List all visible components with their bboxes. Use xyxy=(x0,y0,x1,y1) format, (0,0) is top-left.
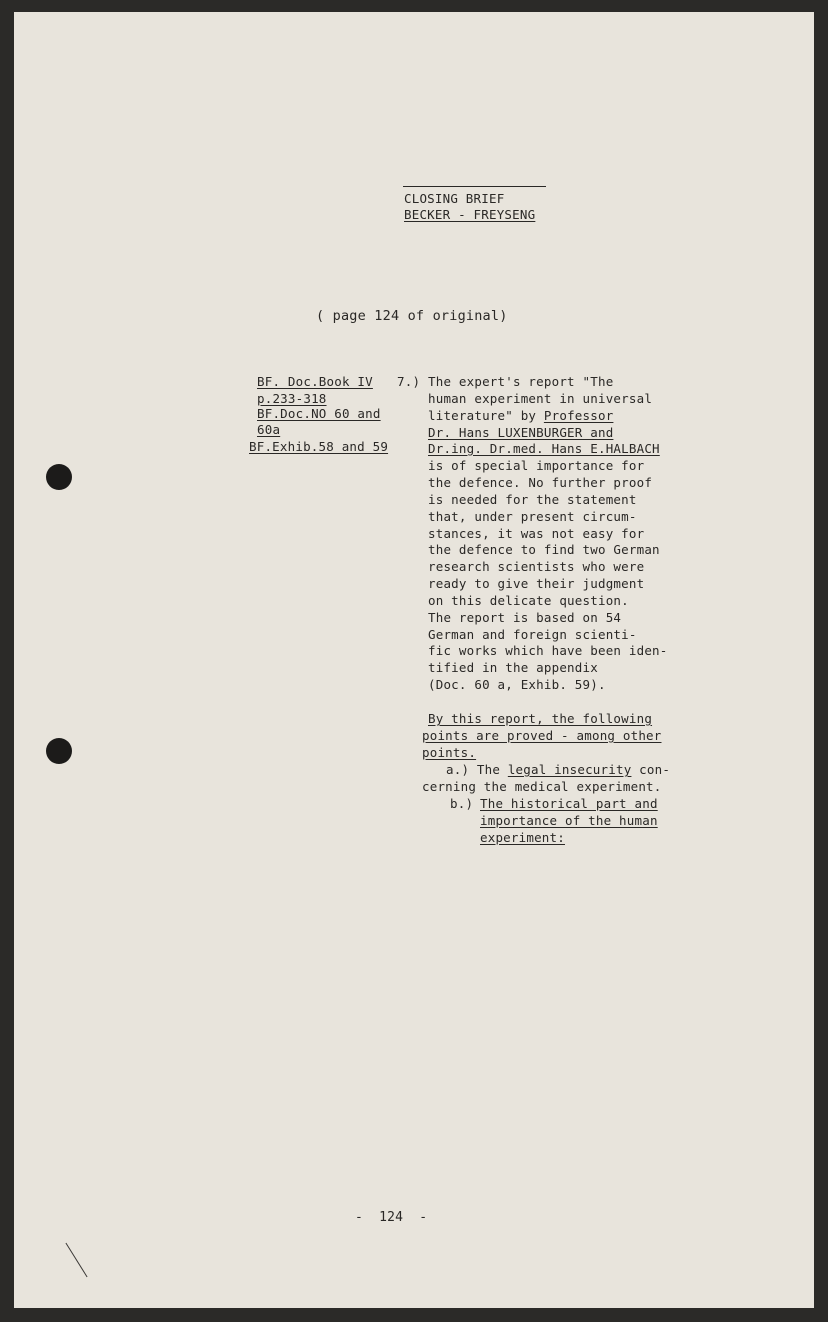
original-page-reference: ( page 124 of original) xyxy=(316,308,508,324)
body-line: research scientists who were xyxy=(428,559,645,574)
body-line: (Doc. 60 a, Exhib. 59). xyxy=(428,677,606,692)
point-a-text-start: The xyxy=(476,762,508,777)
point-b-line: The historical part and xyxy=(480,796,658,811)
point-b-label: b.) xyxy=(450,796,474,811)
body-line: human experiment in universal xyxy=(428,391,653,406)
point-a-text-end: con- xyxy=(631,762,671,777)
body-line: that, under present circum- xyxy=(428,509,637,524)
body-line-author-2: Dr.ing. Dr.med. Hans E.HALBACH xyxy=(428,441,660,456)
body-line: fic works which have been iden- xyxy=(428,643,668,658)
points-intro-line: By this report, the following xyxy=(428,711,653,726)
reference-doc-book: BF. Doc.Book IV xyxy=(257,374,373,389)
punch-hole-top xyxy=(46,464,72,490)
point-a-continuation: cerning the medical experiment. xyxy=(422,779,662,794)
closing-brief-title: CLOSING BRIEF xyxy=(404,191,505,206)
point-a-label: a.) xyxy=(446,762,470,777)
body-line: ready to give their judgment xyxy=(428,576,645,591)
reference-exhibits: BF.Exhib.58 and 59 xyxy=(249,439,389,454)
body-line: on this delicate question. xyxy=(428,593,629,608)
point-a-legal-insecurity: legal insecurity xyxy=(507,762,632,777)
body-line: German and foreign scienti- xyxy=(428,627,637,642)
body-line: is of special importance for xyxy=(428,458,645,473)
body-line: literature" by Professor xyxy=(428,408,614,423)
body-line: The expert's report "The xyxy=(428,374,614,389)
professor-word: Professor xyxy=(543,408,614,423)
reference-doc-number: BF.Doc.NO 60 and xyxy=(257,406,381,421)
body-line: tified in the appendix xyxy=(428,660,598,675)
body-line: The report is based on 54 xyxy=(428,610,622,625)
body-line: stances, it was not easy for xyxy=(428,526,645,541)
body-line-author-1: Dr. Hans LUXENBURGER and xyxy=(428,425,614,440)
item-number: 7.) xyxy=(397,374,421,389)
case-title: BECKER - FREYSENG xyxy=(404,207,536,222)
point-b-line: importance of the human xyxy=(480,813,658,828)
reference-doc-60a: 60a xyxy=(257,422,281,437)
body-line: is needed for the statement xyxy=(428,492,637,507)
reference-pages: p.233-318 xyxy=(257,391,327,406)
body-line: the defence to find two German xyxy=(428,542,660,557)
point-a xyxy=(446,762,670,779)
points-intro-line: points. xyxy=(422,745,477,760)
point-b-line: experiment: xyxy=(480,830,565,845)
footer-page-number: - 124 - xyxy=(355,1210,428,1225)
points-intro-line: points are proved - among other xyxy=(422,728,662,743)
punch-hole-bottom xyxy=(46,738,72,764)
body-line: the defence. No further proof xyxy=(428,475,653,490)
header-top-rule xyxy=(403,186,546,187)
